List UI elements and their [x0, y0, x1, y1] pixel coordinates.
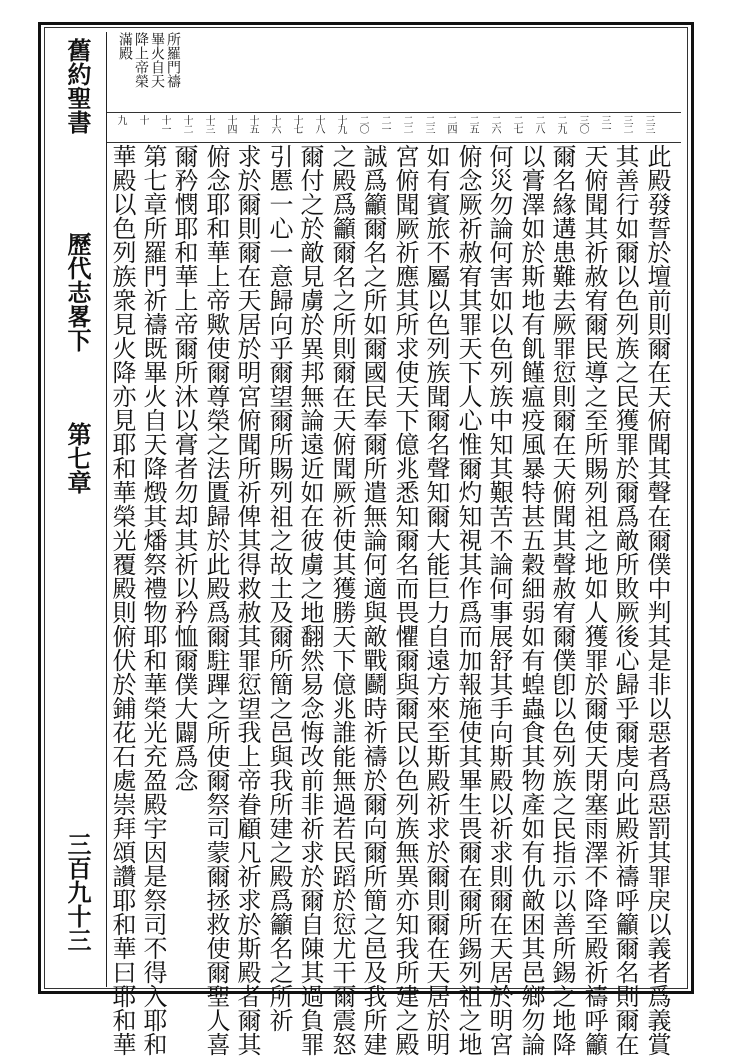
ref-number: 二〇 — [357, 115, 368, 133]
note-line: 滿殿 — [117, 32, 133, 60]
text-column: 誠爲籲爾名之所如爾國民奉爾所遣無論何適與敵戰鬬時祈禱於爾向爾所簡之邑及我所建 — [359, 144, 387, 1056]
ref-number: 三二 — [621, 115, 632, 133]
running-header — [50, 32, 107, 987]
ref-number: 三〇 — [577, 115, 588, 133]
ref-number: 二七 — [511, 115, 522, 133]
text-column: 華殿以色列族衆見火降亦見耶和華榮光覆殿則俯伏於鋪花石處崇拜頌讚耶和華曰耶和華 — [108, 144, 136, 1056]
text-column: 爾付之於敵見虜於異邦無論遠近如在彼虜之地翻然易念悔改前非祈求於爾自陳其過負罪 — [296, 144, 324, 1056]
ref-number: 二三 — [423, 115, 434, 133]
ref-number: 十四 — [225, 115, 236, 133]
text-column: 何災勿論何害如以色列族中知其艱苦不論何事展舒其手向斯殿以祈求則爾在天居於明宮 — [485, 144, 513, 1056]
ref-number: 十 — [137, 115, 148, 124]
page-number: 三百九十三 — [63, 832, 92, 952]
text-column: 俯念耶和華上帝歟使爾尊榮之法匱歸於此殿爲爾駐蹕之所使爾祭司蒙爾拯救使爾聖人喜 — [202, 144, 230, 1056]
section-title: 歷代志畧下 — [63, 232, 92, 352]
scripture-text — [107, 142, 681, 1056]
chapter-summary-note — [107, 30, 681, 113]
ref-number: 十八 — [313, 115, 324, 133]
ref-number: 三一 — [599, 115, 610, 133]
cross-reference-row — [107, 112, 681, 143]
note-line: 所羅門禱 — [165, 32, 181, 88]
text-column: 引慝一心一意歸向乎爾望爾所賜列祖之故土及爾所簡之邑與我所建之殿爲籲名之所祈 — [265, 144, 293, 1032]
text-column: 天俯聞其祈赦宥爾民導之至所賜列祖之地如人獲罪於爾使天閉塞雨澤不降至殿祈禱呼籲 — [580, 144, 608, 1056]
ref-number: 二六 — [489, 115, 500, 133]
note-line: 畢火自天 — [149, 32, 165, 88]
ref-number: 十五 — [247, 115, 258, 133]
text-column: 其善行如爾以色列族之民獲罪於爾爲敵所敗厥後心歸乎爾虔向此殿祈禱呼籲爾名則爾在 — [611, 144, 639, 1056]
text-column: 爾矜憫耶和華上帝爾所沐以膏者勿却其祈以矜恤爾僕大闢爲念 — [170, 144, 198, 792]
text-column: 之殿爲籲爾名之所則爾在天俯聞厥祈使其獲勝天下億兆誰能無過若民蹈於愆尤干爾震怒 — [328, 144, 356, 1056]
ref-number: 二二 — [401, 115, 412, 133]
ref-number: 二一 — [379, 115, 390, 133]
text-column: 宮俯聞厥祈應其所求使天下億兆悉知爾名而畏懼爾與爾民以色列族無異亦知我所建之殿 — [391, 144, 419, 1056]
ref-number: 十九 — [335, 115, 346, 133]
text-column: 此殿發誓於壇前則爾在天俯聞其聲在爾僕中判其是非以惡者爲惡罰其罪戾以義者爲義賞 — [643, 144, 671, 1056]
ref-number: 三三 — [643, 115, 654, 133]
ref-number: 十七 — [291, 115, 302, 133]
ref-number: 二五 — [467, 115, 478, 133]
text-column: 俯念厥祈赦宥其罪天下人心惟爾灼知視其作爲而加報施使其畢生畏爾在爾所錫列祖之地 — [454, 144, 482, 1056]
ref-number: 十六 — [269, 115, 280, 133]
book-title: 舊約聖書 — [63, 38, 92, 134]
chapter-label: 第七章 — [63, 422, 92, 494]
ref-number: 二九 — [555, 115, 566, 133]
ref-number: 十一 — [159, 115, 170, 133]
text-column: 如有賓旅不屬以色列族聞爾名聲知爾大能巨力自遠方來至斯殿祈求於爾則爾在天居於明 — [422, 144, 450, 1056]
ref-number: 二八 — [533, 115, 544, 133]
text-column: 爾名緣遘患難去厥罪愆則爾在天俯聞其聲赦宥爾僕卽以色列族之民指示以善所錫之地降 — [548, 144, 576, 1056]
text-column: 求於爾則爾在天居於明宮俯聞所祈俾其得救赦其罪愆望我上帝眷顧凡祈求於斯殿者爾其 — [233, 144, 261, 1056]
ref-number: 十二 — [181, 115, 192, 133]
note-line: 降上帝榮 — [133, 32, 149, 88]
text-column: 以膏澤如於斯地有飢饉瘟疫風暴特甚五穀細弱如有蝗蟲食其物產如有仇敵困其邑鄉勿論 — [517, 144, 545, 1056]
text-column-chapter-start: 第七章所羅門祈禱既畢火自天降燬其燔祭禮物耶和華榮光充盈殿宇因是祭司不得入耶和 — [139, 144, 167, 1056]
ref-number: 十三 — [203, 115, 214, 133]
ref-number: 九 — [115, 115, 126, 124]
ref-number: 二四 — [445, 115, 456, 133]
